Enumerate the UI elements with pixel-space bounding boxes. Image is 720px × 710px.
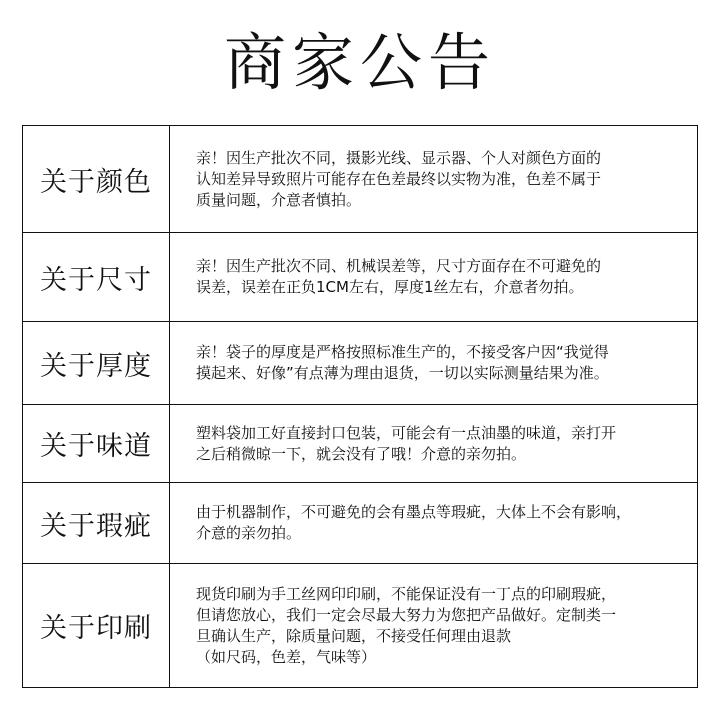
- row-text-smell: [170, 405, 698, 483]
- row-label-size: 关于尺寸: [23, 233, 170, 322]
- row-text-size: [170, 233, 698, 322]
- text-line: 误差，误差在正负1CM左右，厚度1丝左右，介意者勿拍。: [196, 278, 584, 296]
- notice-table: [22, 125, 698, 688]
- text-line: 现货印刷为手工丝网印印刷，不能保证没有一丁点的印刷瑕疵，: [196, 584, 617, 603]
- text-line: 由于机器制作，不可避免的会有墨点等瑕疵，大体上不会有影响，: [196, 503, 632, 521]
- row-text-color: [170, 126, 698, 233]
- row-label-flaw: 关于瑕疵: [23, 483, 170, 564]
- page-title: 商家公告: [223, 26, 496, 99]
- text-line: 摸起来、好像”有点薄为理由退货，一切以实际测量结果为准。: [196, 364, 609, 382]
- notice-row-size: [23, 233, 698, 322]
- notice-row-smell: [23, 405, 698, 483]
- text-line: 亲！袋子的厚度是严格按照标准生产的，不接受客户因“我觉得: [196, 343, 609, 361]
- notice-row-thickness: [23, 322, 698, 405]
- row-label-smell: 关于味道: [23, 405, 170, 483]
- text-line: 介意的亲勿拍。: [196, 524, 302, 542]
- text-line: 但请您放心，我们一定会尽最大努力为您把产品做好。定制类一: [196, 605, 617, 624]
- text-line: 质量问题，介意者慎拍。: [196, 190, 362, 209]
- text-line: 塑料袋加工好直接封口包装，可能会有一点油墨的味道，亲打开: [196, 423, 617, 442]
- row-text-thickness: [170, 322, 698, 405]
- text-line: 亲！因生产批次不同，摄影光线、显示器、个人对颜色方面的: [196, 148, 602, 167]
- text-line: 旦确认生产，除质量问题，不接受任何理由退款: [196, 626, 512, 645]
- row-label-thickness: 关于厚度: [23, 322, 170, 405]
- text-line: 之后稍微晾一下，就会没有了哦！介意的亲勿拍。: [196, 444, 527, 463]
- notice-row-printing: [23, 564, 698, 688]
- text-line: （如尺码，色差，气味等）: [196, 647, 377, 666]
- text-line: 亲！因生产批次不同、机械误差等，尺寸方面存在不可避免的: [196, 257, 602, 275]
- row-label-color: 关于颜色: [23, 126, 170, 233]
- notice-row-color: [23, 126, 698, 233]
- row-text-printing: [170, 564, 698, 688]
- row-label-printing: 关于印刷: [23, 564, 170, 688]
- row-text-flaw: [170, 483, 698, 564]
- notice-row-flaw: [23, 483, 698, 564]
- text-line: 认知差异导致照片可能存在色差最终以实物为准，色差不属于: [196, 169, 602, 188]
